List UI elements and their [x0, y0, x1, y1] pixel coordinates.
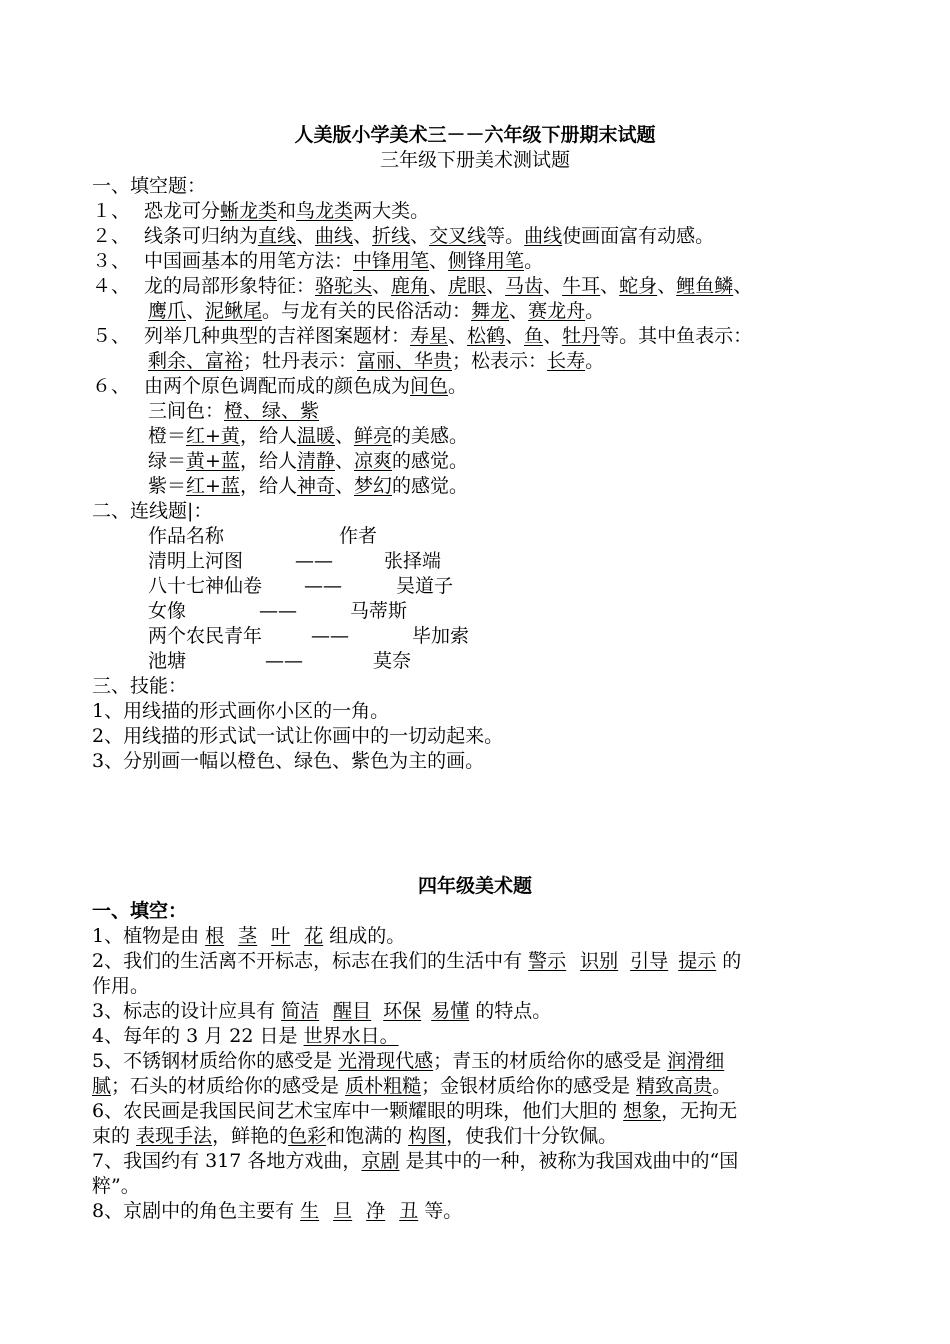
g4-question-3: 3、标志的设计应具有 简洁 醒目 环保 易懂 的特点。 — [92, 1000, 552, 1022]
answer: 提示 — [678, 950, 717, 972]
answer: 红+黄 — [186, 425, 240, 447]
skill-item: 2、用线描的形式试一试让你画中的一切动起来。 — [92, 725, 504, 747]
section-heading-matching: 二、连线题|： — [92, 500, 213, 522]
question-3: ３、 中国画基本的用笔方法：中锋用笔、侧锋用笔。 — [92, 250, 544, 272]
match-author: 莫奈 — [373, 650, 412, 672]
answer: 泥鳅尾 — [205, 300, 263, 322]
answer: 构图 — [408, 1125, 447, 1147]
answer: 简洁 — [281, 1000, 320, 1022]
answer: 易懂 — [431, 1000, 470, 1022]
g4-question-4: 4、每年的 3 月 22 日是 世界水日。 — [92, 1025, 399, 1047]
match-header-work: 作品名称 — [148, 525, 225, 547]
answer: 鱼 — [524, 325, 544, 347]
question-5: ５、 列举几种典型的吉祥图案题材：寿星、松鹤、鱼、牡丹等。其中鱼表示： — [92, 325, 753, 347]
section-heading-skills: 三、技能： — [92, 675, 188, 697]
answer: 长寿 — [547, 350, 586, 372]
g4-question-5: 5、不锈钢材质给你的感受是 光滑现代感；青玉的材质给你的感受是 润滑细 — [92, 1050, 725, 1072]
answer: 牡丹 — [562, 325, 601, 347]
g4-question-1: 1、植物是由 根 茎 叶 花 组成的。 — [92, 925, 406, 947]
answer: 橙、绿、紫 — [224, 400, 320, 422]
answer: 松鹤 — [467, 325, 506, 347]
answer: 花 — [304, 925, 324, 947]
question-2: ２、 线条可归纳为直线、曲线、折线、交叉线等。曲线使画面富有动感。 — [92, 225, 715, 247]
answer: 根 — [205, 925, 225, 947]
question-4-cont: 鹰爪、泥鳅尾。与龙有关的民俗活动：舞龙、赛龙舟。 — [148, 300, 605, 322]
skill-item: 3、分别画一幅以橙色、绿色、紫色为主的画。 — [92, 750, 485, 772]
answer: 鲤鱼鳞 — [676, 275, 734, 297]
match-author: 马蒂斯 — [350, 600, 408, 622]
question-6-line-3: 橙＝红+黄，给人温暖、鲜亮的美感。 — [148, 425, 469, 447]
answer: 引导 — [630, 950, 669, 972]
answer: 侧锋用笔 — [448, 250, 525, 272]
answer: 蛇身 — [619, 275, 658, 297]
answer: 虎眼 — [448, 275, 487, 297]
match-work: 八十七神仙卷 — [148, 575, 263, 597]
answer: 鹰爪 — [148, 300, 187, 322]
question-4: ４、 龙的局部形象特征：骆驼头、鹿角、虎眼、马齿、牛耳、蛇身、鲤鱼鳞、 — [92, 275, 753, 297]
question-1: １、 恐龙可分蜥龙类和鸟龙类两大类。 — [92, 200, 430, 222]
g4-question-2: 2、我们的生活离不开标志，标志在我们的生活中有 警示 识别 引导 提示 的 — [92, 950, 742, 972]
question-6-line-4: 绿＝黄+蓝，给人清静、凉爽的感觉。 — [148, 450, 469, 472]
main-title: 人美版小学美术三－－六年级下册期末试题 — [294, 124, 656, 146]
answer: 生 — [300, 1200, 320, 1222]
match-author: 毕加索 — [412, 625, 470, 647]
g4-question-7-cont: 粹”。 — [92, 1175, 140, 1197]
question-6-line-5: 紫＝红+蓝，给人神奇、梦幻的感觉。 — [148, 475, 469, 497]
answer: 折线 — [372, 225, 411, 247]
g4-question-7: 7、我国约有 317 各地方戏曲，京剧 是其中的一种，被称为我国戏曲中的“国 — [92, 1150, 739, 1172]
answer: 曲线 — [524, 225, 563, 247]
match-work: 女像 — [148, 600, 187, 622]
answer: 寿星 — [410, 325, 449, 347]
match-work: 两个农民青年 — [148, 625, 263, 647]
answer: 曲线 — [315, 225, 354, 247]
answer: 蜥龙类 — [220, 200, 278, 222]
answer: 精致高贵 — [636, 1075, 713, 1097]
answer: 丑 — [399, 1200, 419, 1222]
answer: 剩余、富裕 — [148, 350, 244, 372]
match-dash: —— — [304, 575, 342, 597]
subtitle: 三年级下册美术测试题 — [379, 149, 570, 171]
answer: 交叉线 — [429, 225, 487, 247]
answer: 牛耳 — [562, 275, 601, 297]
answer: 想象 — [623, 1100, 662, 1122]
section-heading-fill-blanks: 一、填空题： — [92, 175, 207, 197]
answer: 世界水日。 — [303, 1025, 399, 1047]
answer: 梦幻 — [353, 475, 392, 497]
answer: 鸟龙类 — [296, 200, 354, 222]
match-dash: —— — [259, 600, 297, 622]
answer: 温暖 — [296, 425, 335, 447]
answer: 环保 — [383, 1000, 422, 1022]
answer: 黄+蓝 — [186, 450, 240, 472]
answer: 识别 — [580, 950, 619, 972]
answer: 舞龙 — [471, 300, 510, 322]
answer: 清静 — [296, 450, 335, 472]
answer: 鲜亮 — [353, 425, 392, 447]
answer: 色彩 — [288, 1125, 327, 1147]
answer: 中锋用笔 — [353, 250, 430, 272]
answer: 表现手法 — [136, 1125, 213, 1147]
match-dash: —— — [295, 550, 333, 572]
g4-question-6-cont: 束的 表现手法，鲜艳的色彩和饱满的 构图，使我们十分钦佩。 — [92, 1125, 618, 1147]
answer: 神奇 — [296, 475, 335, 497]
answer: 富丽、华贵 — [357, 350, 453, 372]
match-author: 张择端 — [384, 550, 442, 572]
question-6: ６、 由两个原色调配而成的颜色成为间色。 — [92, 375, 468, 397]
match-dash: —— — [265, 650, 303, 672]
match-header-author: 作者 — [339, 525, 378, 547]
answer: 警示 — [528, 950, 567, 972]
answer: 叶 — [271, 925, 291, 947]
match-author: 吴道子 — [396, 575, 454, 597]
question-5-cont: 剩余、富裕；牡丹表示：富丽、华贵；松表示：长寿。 — [148, 350, 605, 372]
answer: 马齿 — [505, 275, 544, 297]
answer: 鹿角 — [391, 275, 430, 297]
answer: 赛龙舟 — [528, 300, 586, 322]
answer: 茎 — [238, 925, 258, 947]
match-dash: —— — [311, 625, 349, 647]
answer: 净 — [366, 1200, 386, 1222]
answer: 润滑细 — [667, 1050, 725, 1072]
g4-question-2-cont: 作用。 — [92, 975, 150, 997]
answer: 腻 — [92, 1075, 112, 1097]
question-6-line-2: 三间色：橙、绿、紫 — [148, 400, 320, 422]
answer: 骆驼头 — [315, 275, 373, 297]
answer: 直线 — [258, 225, 297, 247]
answer: 红+蓝 — [186, 475, 240, 497]
answer: 光滑现代感 — [338, 1050, 434, 1072]
section-title-grade4: 四年级美术题 — [417, 875, 532, 897]
skill-item: 1、用线描的形式画你小区的一角。 — [92, 700, 390, 722]
g4-question-6: 6、农民画是我国民间艺术宝库中一颗耀眼的明珠，他们大胆的 想象，无拘无 — [92, 1100, 738, 1122]
answer: 醒目 — [333, 1000, 372, 1022]
match-work: 清明上河图 — [148, 550, 244, 572]
answer: 质朴粗糙 — [345, 1075, 422, 1097]
section-heading-fill: 一、填空： — [92, 900, 188, 922]
answer: 京剧 — [361, 1150, 400, 1172]
answer: 凉爽 — [353, 450, 392, 472]
g4-question-8: 8、京剧中的角色主要有 生 旦 净 丑 等。 — [92, 1200, 463, 1222]
answer: 旦 — [333, 1200, 353, 1222]
match-work: 池塘 — [148, 650, 187, 672]
answer: 间色 — [410, 375, 449, 397]
g4-question-5-cont: 腻；石头的材质给你的感受是 质朴粗糙；金银材质给你的感受是 精致高贵。 — [92, 1075, 732, 1097]
